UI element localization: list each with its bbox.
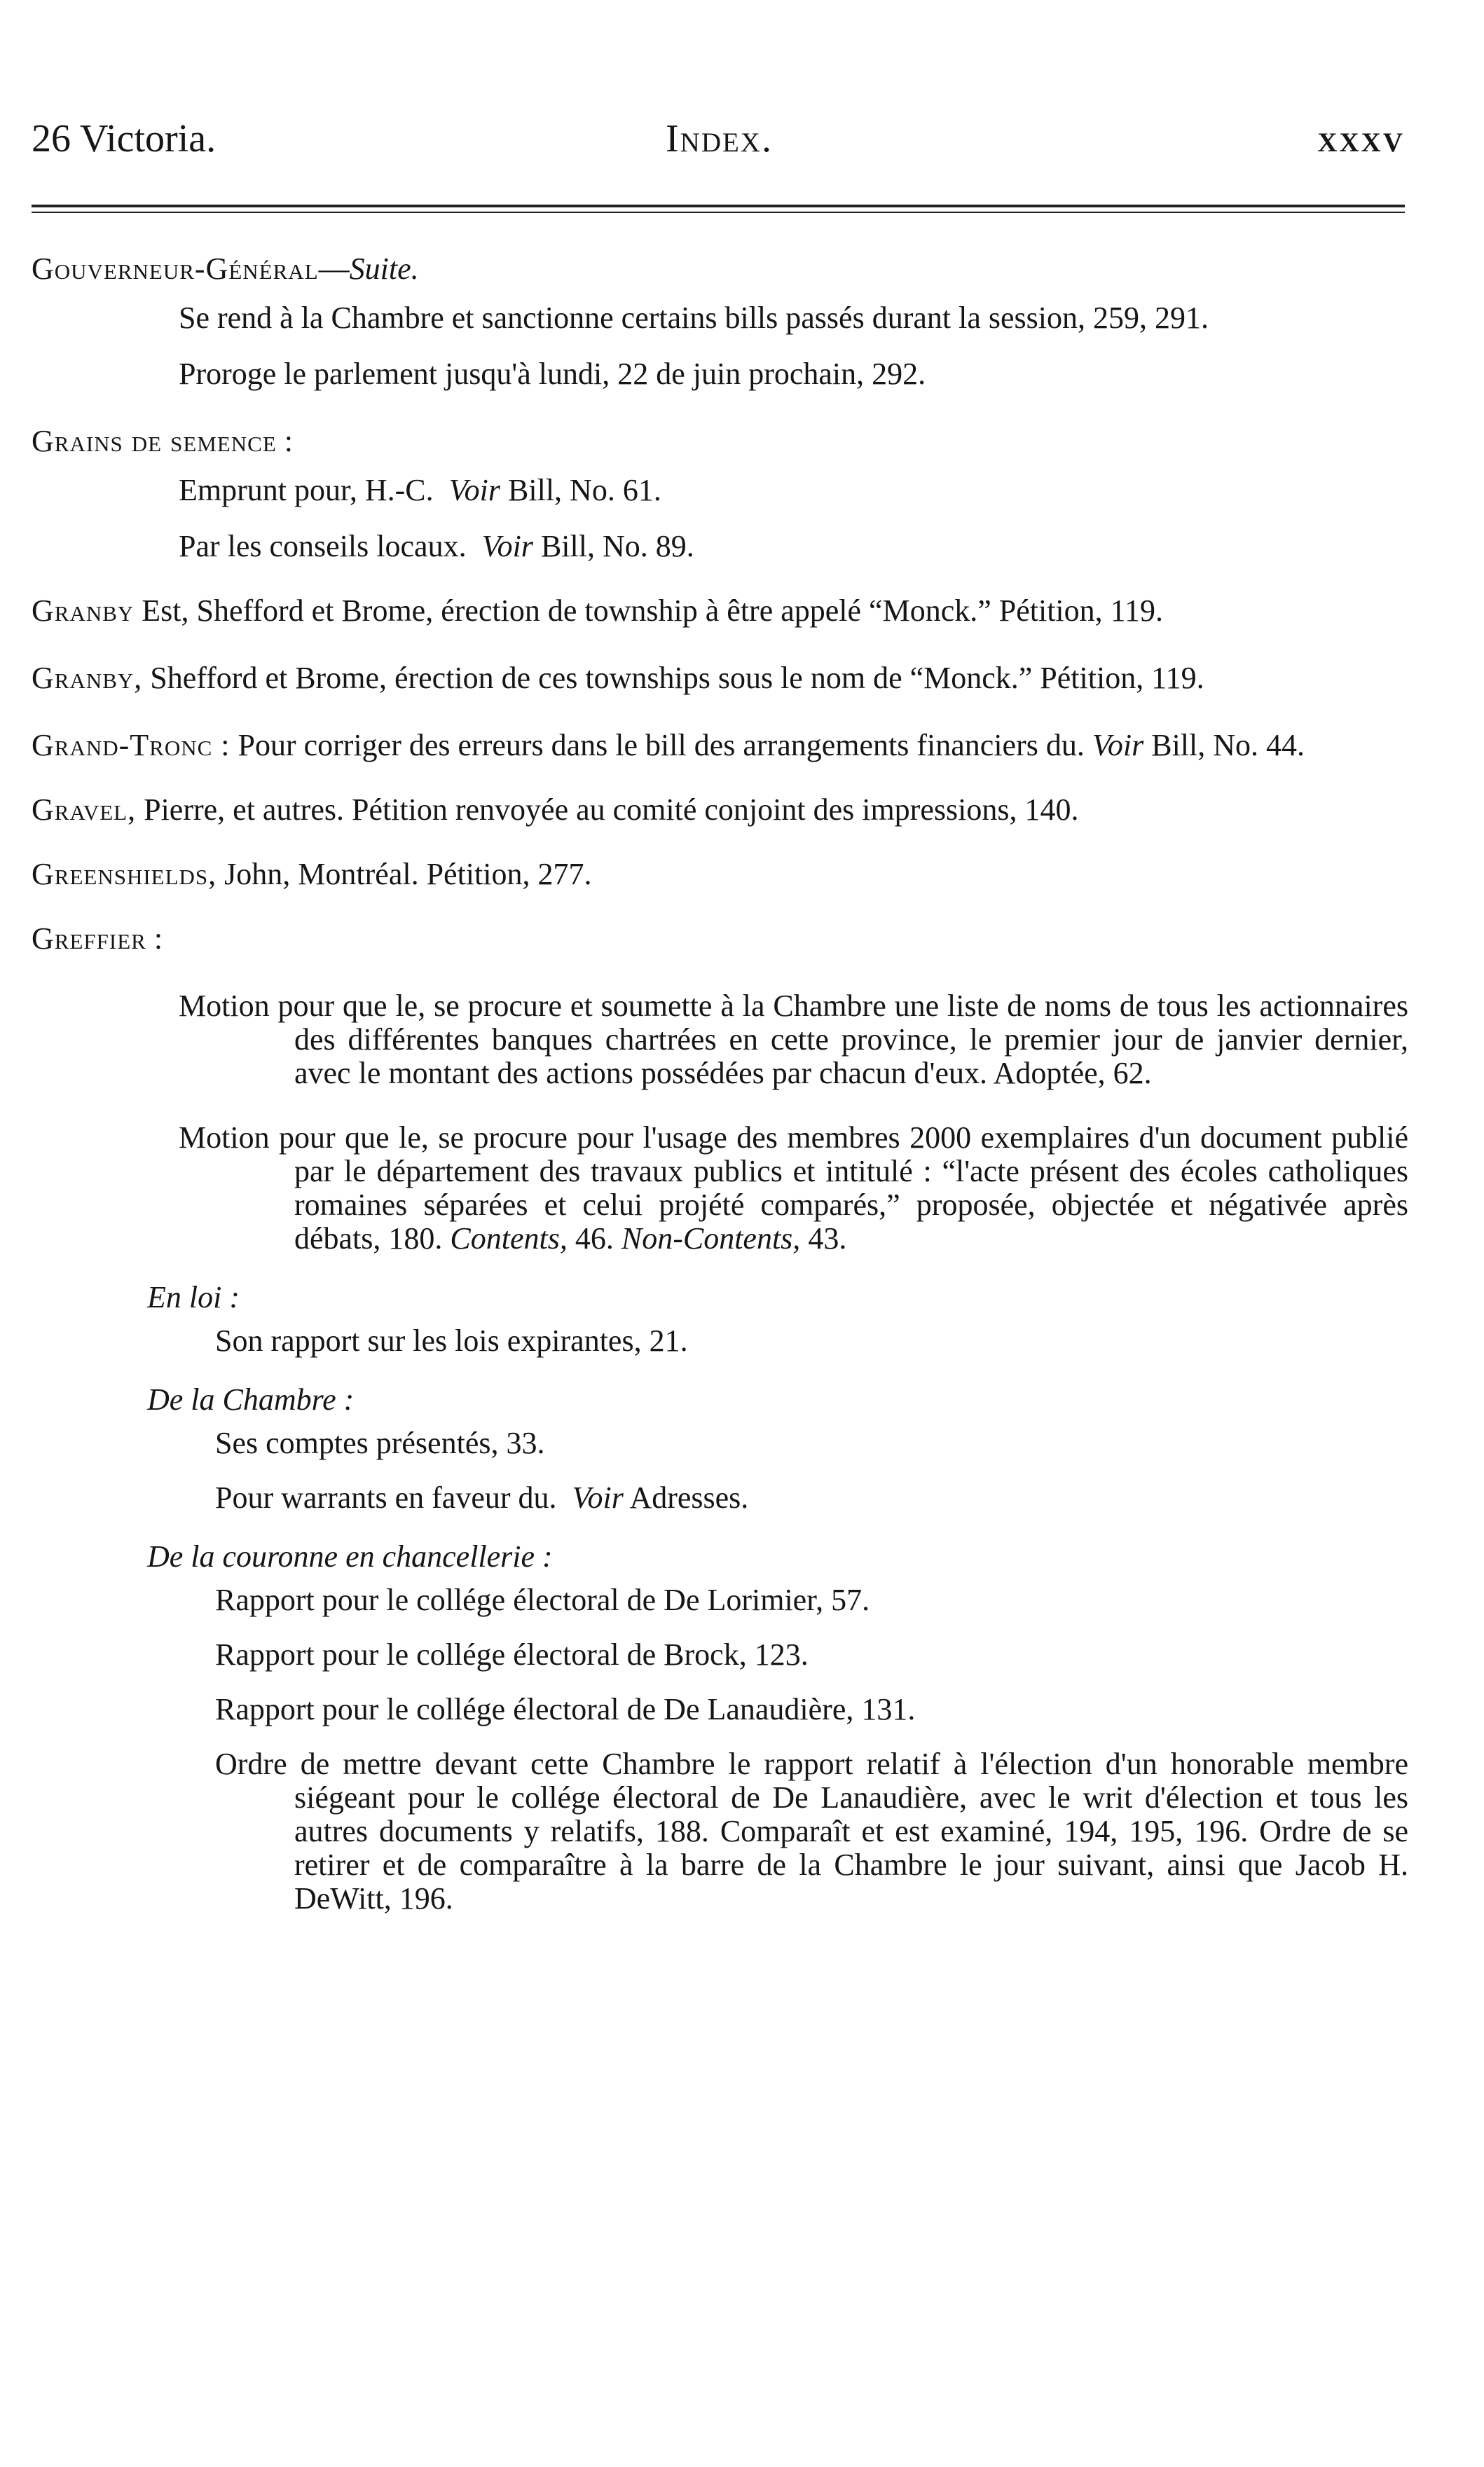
index-item: Ses comptes présentés, 33. — [215, 1426, 545, 1460]
header-rule-thin — [32, 212, 1405, 213]
item-reference: Bill, No. 44. — [1151, 728, 1305, 762]
subheading-de-la-chambre: De la Chambre : — [147, 1382, 355, 1417]
index-content — [32, 252, 1408, 1916]
contents-count: 46. — [575, 1221, 614, 1256]
running-head-left: 26 Victoria. — [32, 117, 217, 160]
index-item — [32, 474, 1408, 507]
entry-heading: Gravel, — [32, 792, 137, 827]
motion-text: Motion pour que le, se procure pour l'usage des membres 2000 exemplaires d'un document publié par le département des travaux publics et intitulé : “l'acte présent des écoles catholiques romaines séparées et celui projété comparés,” proposée, objectée et négativée après débats, 180. — [179, 1120, 1408, 1256]
motion-item — [32, 1121, 1408, 1256]
item-reference: Adresses. — [629, 1480, 749, 1515]
page-number: xxxv — [1317, 117, 1405, 160]
entry-heading-grains — [32, 425, 1408, 458]
entry-heading: Greenshields, — [32, 857, 217, 891]
entry-text: Pierre, et autres. Pétition renvoyée au comité conjoint des impressions, 140. — [144, 792, 1079, 827]
header-rule-thick — [32, 205, 1405, 207]
contents-label: Contents, — [450, 1221, 568, 1256]
index-item: Se rend à la Chambre et sanctionne certains bills passés durant la session, 259, 291. — [179, 301, 1209, 335]
voir-label: Voir — [448, 473, 501, 507]
entry-heading-greffier — [32, 922, 1408, 956]
index-item: Rapport pour le collége électoral de De Lanaudière, 131. — [215, 1692, 916, 1726]
entry-heading: Granby — [32, 593, 135, 628]
running-head — [32, 118, 1405, 160]
voir-label: Voir — [1092, 728, 1144, 762]
index-item: Proroge le parlement jusqu'à lundi, 22 de juin prochain, 292. — [179, 357, 926, 391]
entry-gravel — [32, 793, 1408, 827]
motion-item: Motion pour que le, se procure et soumette à la Chambre une liste de noms de tous les actionnaires des différentes banques chartrées en cette province, le premier jour de janvier dernier, avec le montant des actions possédées par chacun d'eux. Adoptée, 62. — [179, 989, 1408, 1090]
voir-label: Voir — [481, 529, 533, 563]
entry-heading: Grand-Tronc : — [32, 728, 231, 762]
entry-heading: Gouverneur-Général — [32, 252, 319, 286]
heading-separator: — — [318, 252, 350, 286]
entry-greenshields — [32, 858, 1408, 891]
index-item: Son rapport sur les lois expirantes, 21. — [215, 1324, 688, 1358]
heading-separator: : — [146, 921, 163, 956]
entry-heading: Granby, — [32, 661, 143, 695]
entry-text: John, Montréal. Pétition, 277. — [224, 857, 592, 891]
heading-suffix: Suite. — [349, 252, 419, 286]
subheading-en-loi: En loi : — [147, 1280, 240, 1314]
running-head-title: Index. — [666, 117, 773, 160]
entry-text: Shefford et Brome, érection de ces townships sous le nom de “Monck.” Pétition, 119. — [150, 661, 1204, 695]
item-reference: Bill, No. 89. — [540, 529, 694, 563]
subheading-couronne-chancellerie: De la couronne en chancellerie : — [147, 1539, 553, 1574]
voir-label: Voir — [572, 1480, 624, 1515]
entry-text: Pour corriger des erreurs dans le bill des arrangements financiers du. — [238, 728, 1085, 762]
index-item: Rapport pour le collége électoral de Brock, 123. — [215, 1637, 809, 1672]
entry-grand-tronc — [32, 729, 1408, 762]
entry-heading-gouverneur — [32, 252, 1408, 286]
entry-text: Est, Shefford et Brome, érection de township à être appelé “Monck.” Pétition, 119. — [142, 593, 1164, 628]
entry-heading: Grains de semence — [32, 424, 277, 458]
item-reference: Bill, No. 61. — [508, 473, 661, 507]
index-item — [32, 1481, 1408, 1515]
index-item: Ordre de mettre devant cette Chambre le rapport relatif à l'élection d'un honorable membre siégeant pour le collége électoral de De Lanaudière, avec le writ d'élection et tous les autres documents y relatifs, 188. Comparaît et est examiné, 194, 195, 196. Ordre de se retirer et de comparaître à la barre de la Chambre le jour suivant, ainsi que Jacob H. DeWitt, 196. — [215, 1747, 1408, 1916]
entry-heading: Greffier — [32, 921, 146, 956]
entry-granby-est — [32, 594, 1408, 628]
index-item — [32, 530, 1408, 563]
noncontents-label: Non-Contents, — [621, 1221, 801, 1256]
item-text: Pour warrants en faveur du. — [215, 1480, 557, 1515]
entry-granby — [32, 661, 1408, 695]
noncontents-count: 43. — [808, 1221, 847, 1256]
index-item: Rapport pour le collége électoral de De Lorimier, 57. — [215, 1583, 870, 1617]
heading-separator: : — [276, 424, 294, 458]
item-text: Emprunt pour, H.-C. — [179, 473, 434, 507]
item-text: Par les conseils locaux. — [179, 529, 467, 563]
